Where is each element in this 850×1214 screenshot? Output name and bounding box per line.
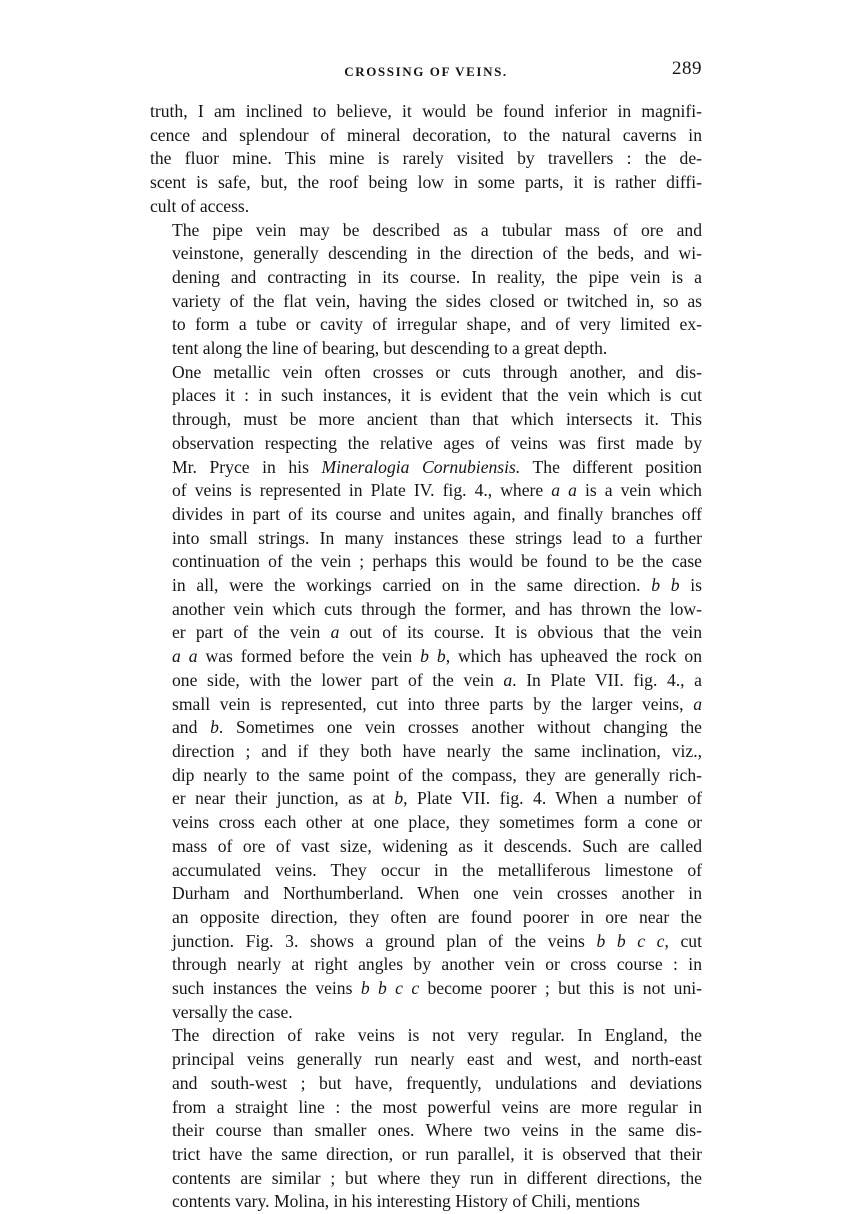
text-line: the fluor mine. This mine is rarely visited by travellers : the de- — [150, 148, 702, 169]
text-line: one side, with the lower part of the vein a. In Plate VII. fig. 4., a — [172, 669, 702, 690]
text-line: mass of ore of vast size, widening as it descends. Such are called — [172, 835, 702, 856]
text-line: places it : in such instances, it is evident that the vein which is cut — [172, 385, 702, 406]
text-line: continuation of the vein ; perhaps this would be found to be the case — [172, 551, 702, 572]
text-line: and south-west ; but have, frequently, undulations and deviations — [172, 1072, 702, 1093]
text-line: veinstone, generally descending in the direction of the beds, and wi- — [172, 243, 702, 264]
text-line: principal veins generally run nearly east and west, and north-east — [172, 1049, 702, 1070]
text-line: versally the case. — [172, 1001, 293, 1022]
text-line: divides in part of its course and unites again, and finally branches off — [172, 503, 702, 524]
text-line: direction ; and if they both have nearly the same inclination, viz., — [172, 740, 702, 761]
running-head: CROSSING OF VEINS. — [344, 64, 508, 79]
text-line: through nearly at right angles by another vein or cross course : in — [172, 954, 702, 975]
text-line: dip nearly to the same point of the compass, they are generally rich- — [172, 764, 702, 785]
paragraph — [150, 361, 702, 1025]
paragraph — [150, 1024, 702, 1214]
text-line: Mr. Pryce in his Mineralogia Cornubiensis. The different position — [172, 456, 702, 477]
book-page — [150, 58, 702, 1214]
text-line: small vein is represented, cut into three parts by the larger veins, a — [172, 693, 702, 714]
text-line: cult of access. — [150, 195, 250, 216]
text-line: to form a tube or cavity of irregular shape, and of very limited ex- — [172, 314, 702, 335]
text-line: in all, were the workings carried on in the same direction. b b is — [172, 575, 702, 596]
text-line: contents vary. Molina, in his interesting History of Chili, mentions — [172, 1191, 640, 1212]
text-line: accumulated veins. They occur in the metalliferous limestone of — [172, 859, 702, 880]
text-line: er near their junction, as at b, Plate VII. fig. 4. When a number of — [172, 788, 702, 809]
text-line: The pipe vein may be described as a tubular mass of ore and — [172, 219, 702, 240]
text-line: tent along the line of bearing, but descending to a great depth. — [172, 338, 608, 359]
page-header — [150, 58, 702, 88]
text-line: dening and contracting in its course. In reality, the pipe vein is a — [172, 266, 702, 287]
text-line: truth, I am inclined to believe, it would be found inferior in magnifi- — [150, 101, 702, 121]
paragraph — [150, 219, 702, 361]
text-line: One metallic vein often crosses or cuts through another, and dis- — [172, 361, 702, 382]
text-line: trict have the same direction, or run parallel, it is observed that their — [172, 1143, 702, 1164]
text-line: from a straight line : the most powerful veins are more regular in — [172, 1096, 702, 1117]
text-line: veins cross each other at one place, they sometimes form a cone or — [172, 812, 702, 833]
text-line: such instances the veins b b c c become poorer ; but this is not uni- — [172, 978, 702, 999]
page-number: 289 — [672, 58, 702, 79]
text-line: cence and splendour of mineral decoration, to the natural caverns in — [150, 124, 702, 145]
text-line: of veins is represented in Plate IV. fig. 4., where a a is a vein which — [172, 480, 702, 501]
text-line: a a was formed before the vein b b, which has upheaved the rock on — [172, 646, 702, 667]
paragraph — [150, 100, 702, 219]
text-line: contents are similar ; but where they run in different directions, the — [172, 1167, 702, 1188]
body-text — [150, 100, 702, 1214]
text-line: into small strings. In many instances these strings lead to a further — [172, 527, 702, 548]
text-line: scent is safe, but, the roof being low in some parts, it is rather diffi- — [150, 172, 702, 193]
text-line: The direction of rake veins is not very regular. In England, the — [172, 1025, 702, 1046]
text-line: and b. Sometimes one vein crosses another without changing the — [172, 717, 702, 738]
text-line: variety of the flat vein, having the sides closed or twitched in, so as — [172, 290, 702, 311]
text-line: Durham and Northumberland. When one vein crosses another in — [172, 883, 702, 904]
text-line: through, must be more ancient than that which intersects it. This — [172, 409, 702, 430]
text-line: observation respecting the relative ages of veins was first made by — [172, 432, 702, 453]
text-line: their course than smaller ones. Where two veins in the same dis- — [172, 1120, 702, 1141]
text-line: er part of the vein a out of its course. It is obvious that the vein — [172, 622, 702, 643]
text-line: junction. Fig. 3. shows a ground plan of the veins b b c c, cut — [172, 930, 702, 951]
text-line: another vein which cuts through the former, and has thrown the low- — [172, 598, 702, 619]
text-line: an opposite direction, they often are found poorer in ore near the — [172, 906, 702, 927]
